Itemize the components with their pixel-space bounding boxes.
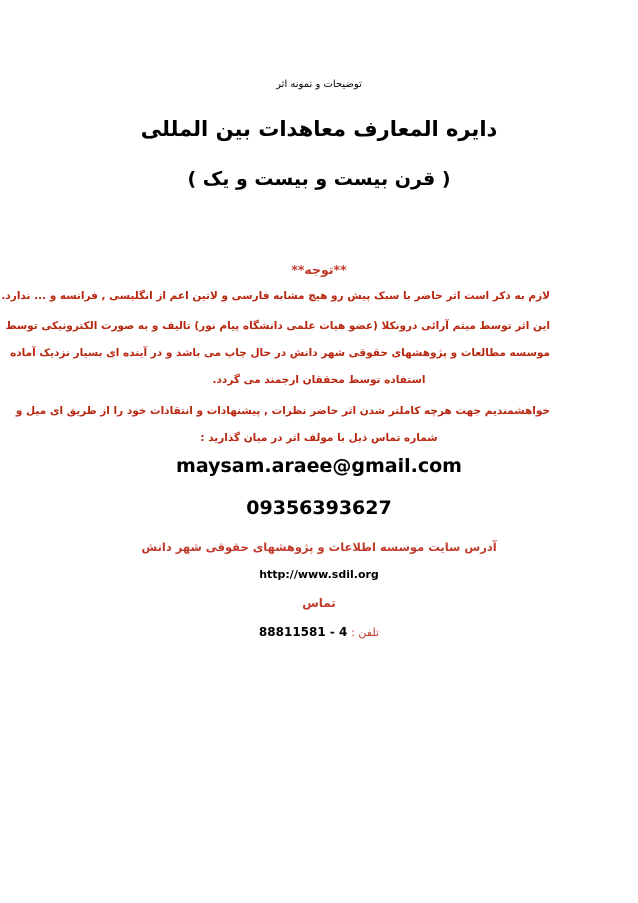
document-subtitle: توضیحات و نمونه اثر bbox=[276, 79, 362, 90]
notice-paragraph-3 bbox=[15, 398, 550, 452]
notice-line: لازم به ذکر است اثر حاضر با سبک پیش رو هیچ مشابه فارسی و لاتین اعم از انگلیسی , فرانسه و ... ندارد. bbox=[1, 290, 550, 302]
telephone-line bbox=[0, 625, 638, 639]
email-address[interactable]: maysam.araee@gmail.com bbox=[176, 455, 462, 477]
contact-label: تماس bbox=[302, 596, 336, 610]
notice-line: این اثر توسط میثم آرائی درونکلا (عضو هیات علمی دانشگاه پیام نور) تالیف و به صورت الکترونیکی توسط bbox=[5, 320, 550, 332]
website-address-label: آدرس سایت موسسه اطلاعات و پژوهشهای حقوقی شهر دانش bbox=[141, 540, 497, 554]
page-title: دایره المعارف معاهدات بین المللی bbox=[140, 117, 498, 141]
mobile-number: 09356393627 bbox=[246, 497, 392, 519]
notice-line: شماره تماس ذیل با مولف اثر در میان گذارید : bbox=[200, 432, 438, 444]
notice-line: موسسه مطالعات و پژوهشهای حقوقی شهر دانش در حال چاپ می باشد و در آینده ای بسیار نزدیک آماده bbox=[10, 347, 550, 359]
notice-line: استفاده توسط محققان ارجمند می گردد. bbox=[212, 374, 426, 386]
century-subtitle: ( قرن بیست و بیست و یک ) bbox=[187, 168, 451, 190]
notice-paragraph-2 bbox=[5, 313, 550, 394]
notice-line: خواهشمندیم جهت هرچه کاملتر شدن اثر حاضر نظرات , پیشنهادات و انتقادات خود را از طریق ای میل و bbox=[15, 405, 550, 417]
telephone-number: 88811581 - 4 bbox=[258, 625, 348, 639]
notice-heading: **توجه** bbox=[291, 262, 347, 277]
website-link[interactable]: http://www.sdil.org bbox=[259, 568, 379, 581]
telephone-label: تلفن : bbox=[351, 626, 380, 639]
notice-paragraph-1 bbox=[1, 283, 550, 310]
